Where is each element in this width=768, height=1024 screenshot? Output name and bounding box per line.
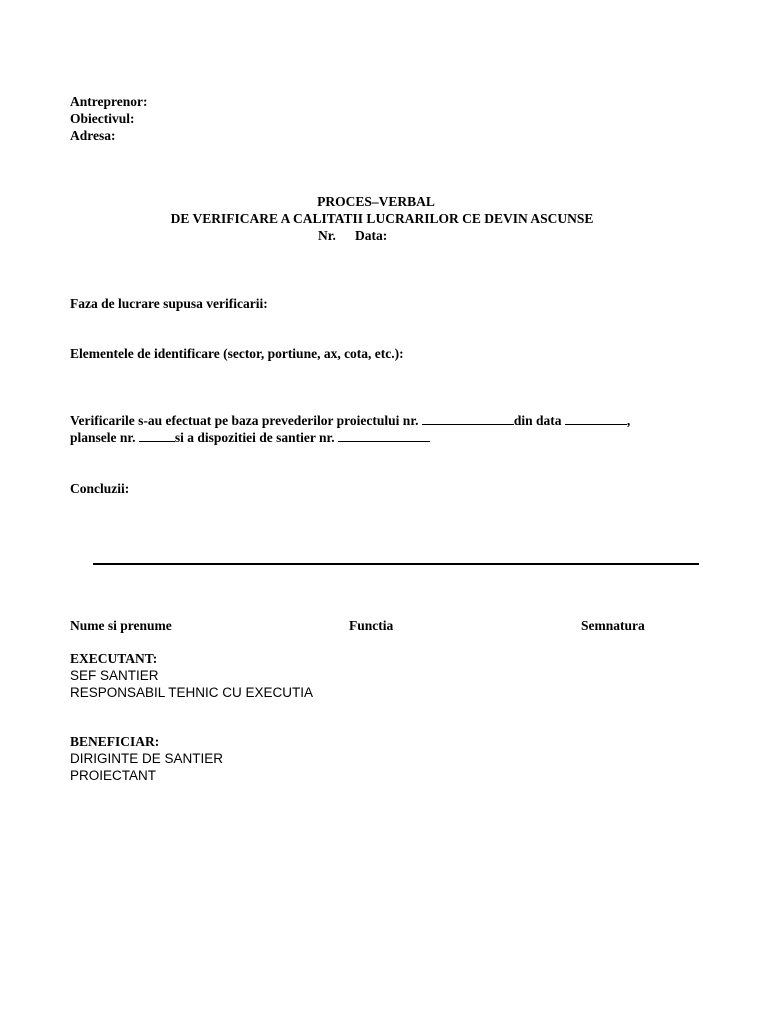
verificari-text: Verificarile s-au efectuat pe baza prevederilor proiectului nr.	[70, 413, 419, 428]
beneficiar-role: PROIECTANT	[70, 768, 157, 783]
planse-number-blank[interactable]	[139, 429, 175, 442]
document-title: PROCES–VERBAL	[317, 194, 435, 209]
verificari-line	[70, 412, 630, 429]
col-function-header: Functia	[349, 618, 394, 633]
beneficiar-role: DIRIGINTE DE SANTIER	[70, 751, 224, 766]
comma-text: ,	[626, 413, 631, 428]
dispozitie-text: si a dispozitiei de santier nr.	[174, 430, 335, 445]
project-number-blank[interactable]	[422, 412, 514, 425]
col-name-header: Nume si prenume	[70, 618, 172, 633]
elemente-identificare-label: Elementele de identificare (sector, portiune, ax, cota, etc.):	[70, 346, 404, 361]
din-data-text: din data	[513, 413, 562, 428]
executant-role: RESPONSABIL TEHNIC CU EXECUTIA	[70, 685, 314, 700]
document-subtitle: DE VERIFICARE A CALITATII LUCRARILOR CE DEVIN ASCUNSE	[170, 211, 594, 226]
number-label: Nr.	[318, 228, 336, 243]
antreprenor-label: Antreprenor:	[70, 94, 148, 109]
dispozitie-number-blank[interactable]	[338, 429, 430, 442]
adresa-label: Adresa:	[70, 128, 116, 143]
concluzii-label: Concluzii:	[70, 481, 130, 496]
planse-line	[70, 429, 430, 446]
executant-heading: EXECUTANT:	[70, 651, 158, 666]
date-blank[interactable]	[565, 412, 627, 425]
col-signature-header: Semnatura	[581, 618, 645, 633]
planse-text: plansele nr.	[70, 430, 136, 445]
date-label: Data:	[355, 228, 388, 243]
executant-role: SEF SANTIER	[70, 668, 159, 683]
conclusions-rule	[93, 563, 699, 565]
beneficiar-heading: BENEFICIAR:	[70, 734, 160, 749]
faza-lucrare-label: Faza de lucrare supusa verificarii:	[70, 296, 268, 311]
obiectivul-label: Obiectivul:	[70, 111, 135, 126]
